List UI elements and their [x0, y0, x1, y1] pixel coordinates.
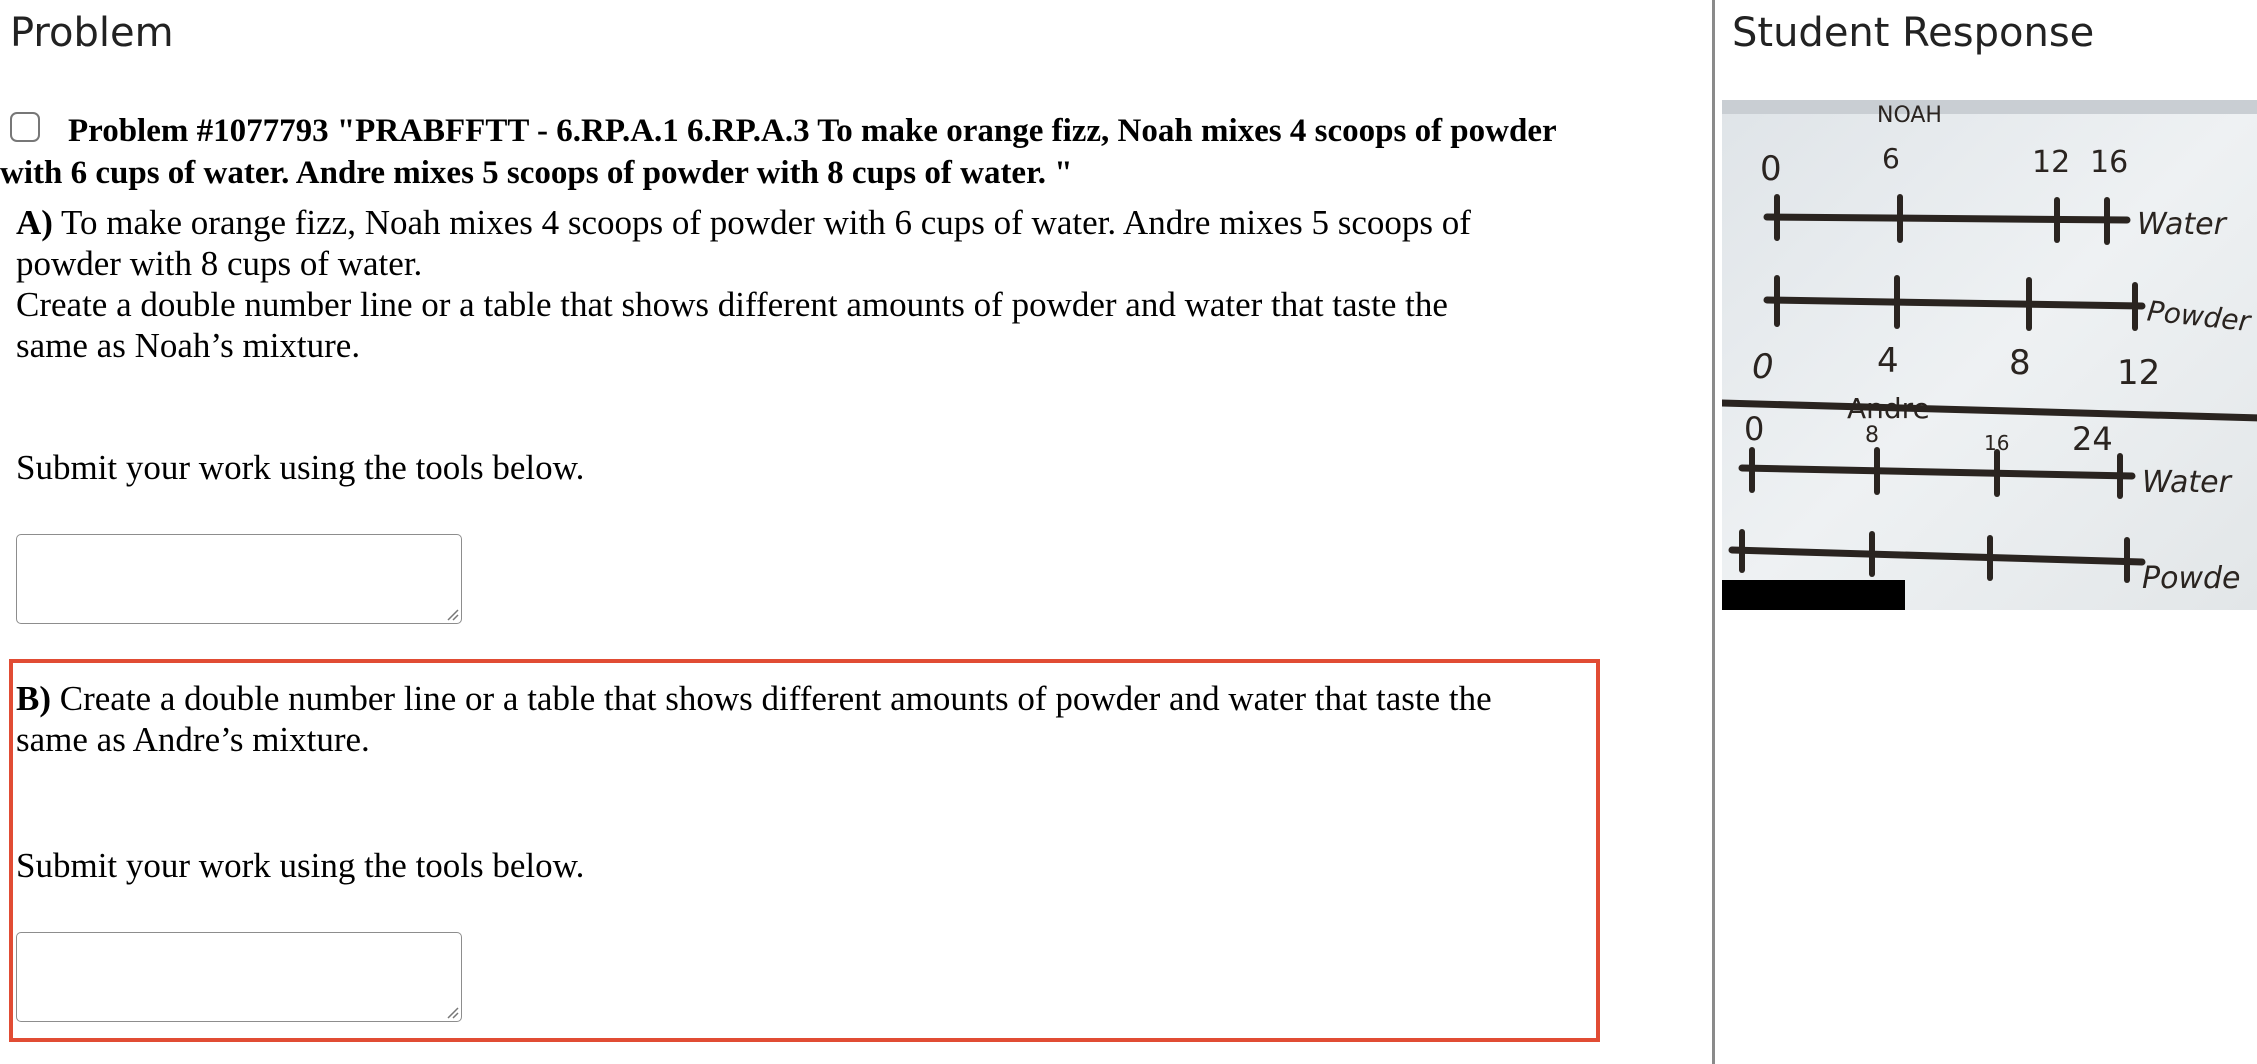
andre-water-tick-0: 0	[1744, 410, 1765, 448]
student-response-title: Student Response	[1732, 10, 2095, 56]
noah-label: NOAH	[1877, 103, 1942, 128]
noah-powder-label: Powder	[2145, 294, 2252, 339]
part-a-prompt	[16, 202, 1471, 366]
noah-powder-tick-4: 4	[1877, 341, 1899, 381]
problem-header-line-2: with 6 cups of water. Andre mixes 5 scoops of powder with 8 cups of water. "	[0, 155, 1073, 191]
part-a-line-2: powder with 8 cups of water.	[16, 244, 423, 283]
resize-grip-icon[interactable]	[445, 607, 459, 621]
part-b-line-1: Create a double number line or a table that shows different amounts of powder and water that taste the	[51, 679, 1492, 718]
noah-water-tick-16: 16	[2090, 145, 2129, 180]
whiteboard-svg	[1722, 100, 2257, 610]
whiteboard-background	[1722, 100, 2257, 610]
part-b-submit-text: Submit your work using the tools below.	[16, 846, 585, 885]
redaction-bar	[1722, 580, 1905, 610]
student-response-panel	[1715, 0, 2257, 1064]
part-a-submit-text: Submit your work using the tools below.	[16, 448, 585, 487]
part-b-line-2: same as Andre’s mixture.	[16, 720, 370, 759]
part-a-answer-box[interactable]	[16, 534, 462, 624]
noah-powder-tick-8: 8	[2009, 343, 2031, 383]
noah-powder-tick-0: 0	[1752, 347, 1774, 387]
andre-water-label: Water	[2142, 465, 2231, 500]
whiteboard-top-edge	[1722, 100, 2257, 114]
part-b-answer-box[interactable]	[16, 932, 462, 1022]
part-a-label: A)	[16, 203, 53, 242]
noah-water-tick-0: 0	[1760, 149, 1782, 189]
andre-powder-label: Powde	[2142, 561, 2241, 596]
part-b-prompt	[16, 678, 1492, 760]
andre-water-tick-24: 24	[2072, 420, 2113, 458]
noah-water-tick-6: 6	[1882, 142, 1900, 175]
andre-water-tick-16: 16	[1984, 431, 2010, 455]
part-a-line-4: same as Noah’s mixture.	[16, 326, 361, 365]
andre-water-tick-8: 8	[1865, 423, 1879, 448]
problem-panel-title: Problem	[10, 10, 174, 56]
student-work-photo	[1722, 100, 2257, 610]
part-a-line-3: Create a double number line or a table that shows different amounts of powder and water that taste the	[16, 285, 1448, 324]
part-b-label: B)	[16, 679, 51, 718]
noah-water-tick-12: 12	[2032, 145, 2071, 180]
noah-powder-tick-12: 12	[2117, 353, 2161, 393]
problem-header	[0, 110, 1600, 194]
problem-header-line-1: Problem #1077793 "PRABFFTT - 6.RP.A.1 6.RP.A.3 To make orange fizz, Noah mixes 4 scoops of powder	[68, 113, 1557, 149]
noah-water-label: Water	[2137, 207, 2226, 242]
andre-label: Andre	[1847, 392, 1930, 425]
part-a-line-1: To make orange fizz, Noah mixes 4 scoops of powder with 6 cups of water. Andre mixes 5 scoops of	[52, 203, 1471, 242]
resize-grip-icon[interactable]	[445, 1005, 459, 1019]
